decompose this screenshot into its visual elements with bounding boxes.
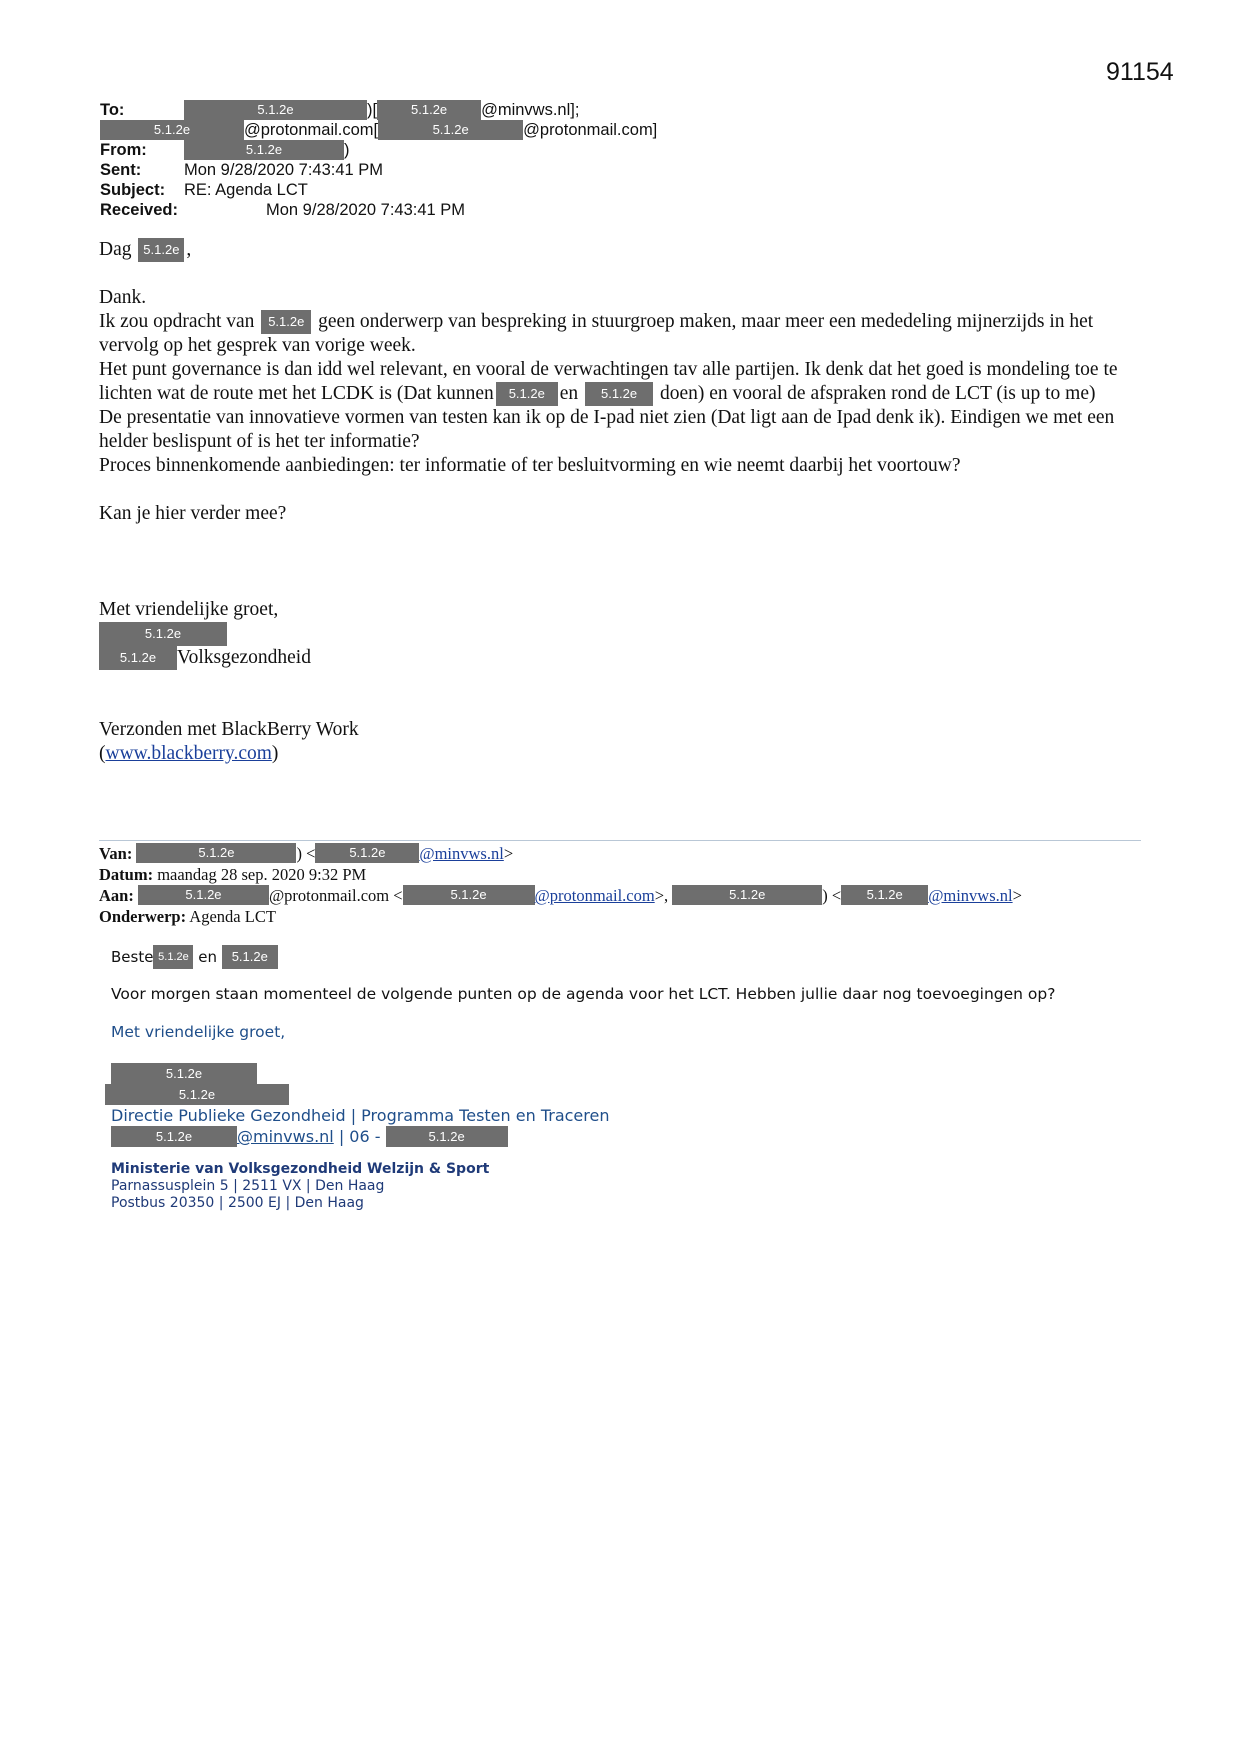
redaction: 5.1.2e <box>99 622 227 646</box>
forwarded-header <box>99 843 1022 927</box>
van-row <box>99 843 1022 864</box>
greeting-end: , <box>186 239 192 260</box>
signature-name <box>99 622 1149 646</box>
redaction: 5.1.2e <box>403 885 535 905</box>
p2-start: Het punt governance is dan idd wel relevant, en vooral de verwachtingen tav alle partijen. Ik denk dat het goed is mondeling toe te lichten wat de route met het LCDK is (Dat kunnen <box>99 359 1118 404</box>
inner-closing: Met vriendelijke groet, <box>111 1023 286 1041</box>
thanks: Dank. <box>99 287 147 308</box>
redaction: 5.1.2e <box>105 1084 289 1105</box>
p1-start: Ik zou opdracht van <box>99 311 255 332</box>
inner-email[interactable]: @minvws.nl <box>237 1127 334 1146</box>
redaction: 5.1.2e <box>111 1063 257 1084</box>
p1-end: geen onderwerp van bespreking in stuurgroep maken, maar meer een mededeling mijnerzijds in het vervolg op het gesprek van vorige week. <box>99 311 1094 356</box>
redaction: 5.1.2e <box>315 843 419 863</box>
received-row <box>100 200 657 220</box>
blackberry-link-line <box>99 742 1149 766</box>
van-mid: ) < <box>296 844 316 863</box>
sent-value: Mon 9/28/2020 7:43:41 PM <box>184 161 384 179</box>
redaction: 5.1.2e <box>585 382 653 406</box>
to-address: @protonmail.com[ <box>244 121 379 139</box>
address-1: Parnassusplein 5 | 2511 VX | Den Haag <box>111 1178 385 1194</box>
closing: Met vriendelijke groet, <box>99 599 279 620</box>
org-text: Volksgezondheid <box>177 647 311 668</box>
email-header <box>100 100 657 220</box>
datum-label: Datum: <box>99 865 154 884</box>
aan-row <box>99 885 1022 906</box>
signature-org <box>99 646 1149 670</box>
aan-addr1: @protonmail.com < <box>268 886 403 905</box>
redaction: 5.1.2e <box>222 945 278 969</box>
to-label: To: <box>100 101 125 119</box>
aan-email-1[interactable]: @protonmail.com <box>534 886 655 905</box>
from-row <box>100 140 657 160</box>
paragraph-1 <box>99 310 1149 358</box>
redaction: 5.1.2e <box>184 140 344 160</box>
aan-end: > <box>1012 886 1022 905</box>
datum-value: maandag 28 sep. 2020 9:32 PM <box>157 865 367 884</box>
redaction: 5.1.2e <box>377 100 481 120</box>
datum-row <box>99 864 1022 885</box>
subject-value: RE: Agenda LCT <box>184 181 308 199</box>
redaction: 5.1.2e <box>111 1126 237 1147</box>
received-value: Mon 9/28/2020 7:43:41 PM <box>266 201 466 219</box>
sent-row <box>100 160 657 180</box>
onderwerp-label: Onderwerp: <box>99 907 187 926</box>
paren-open: ( <box>99 743 106 764</box>
aan-mid: ) < <box>822 886 842 905</box>
agenda-text: Voor morgen staan momenteel de volgende punten op de agenda voor het LCT. Hebben jullie daar nog toevoegingen op? <box>111 985 1056 1003</box>
onderwerp-row <box>99 906 1022 927</box>
forwarded-message <box>111 945 1055 1212</box>
redaction: 5.1.2e <box>672 885 822 905</box>
redaction: 5.1.2e <box>138 238 184 262</box>
paragraph-3: De presentatie van innovatieve vormen van testen kan ik op de I-pad niet zien (Dat ligt aan de Ipad denk ik). Eindigen we met een helder beslispunt of is het ter informatie? <box>99 407 1115 452</box>
phone-prefix: | 06 - <box>338 1127 381 1146</box>
redaction: 5.1.2e <box>136 843 296 863</box>
to-address-end: @protonmail.com] <box>523 121 658 139</box>
address-2: Postbus 20350 | 2500 EJ | Den Haag <box>111 1195 364 1211</box>
onderwerp-value: Agenda LCT <box>189 907 276 926</box>
redaction: 5.1.2e <box>100 120 244 140</box>
redaction: 5.1.2e <box>153 945 193 969</box>
sent-with: Verzonden met BlackBerry Work <box>99 719 359 740</box>
redaction: 5.1.2e <box>99 646 177 670</box>
subject-label: Subject: <box>100 181 166 199</box>
to-row <box>100 100 657 120</box>
redaction: 5.1.2e <box>386 1126 508 1147</box>
redaction: 5.1.2e <box>378 120 523 140</box>
divider <box>99 840 1141 841</box>
to-row-2 <box>100 120 657 140</box>
van-end: > <box>503 844 514 863</box>
contact-line <box>111 1126 1055 1147</box>
en-text: en <box>198 948 217 966</box>
paragraph-2 <box>99 358 1149 406</box>
aan-email-2[interactable]: @minvws.nl <box>928 886 1013 905</box>
p2-end: doen) en vooral de afspraken rond de LCT (is up to me) <box>659 383 1096 404</box>
sent-label: Sent: <box>100 161 142 179</box>
beste-line <box>111 945 1055 969</box>
from-label: From: <box>100 141 147 159</box>
paragraph-4: Proces binnenkomende aanbiedingen: ter informatie of ter besluitvorming en wie neemt daarbij het voortouw? <box>99 455 961 476</box>
ministry-name: Ministerie van Volksgezondheid Welzijn & Sport <box>111 1161 490 1177</box>
received-label: Received: <box>100 201 178 219</box>
redaction: 5.1.2e <box>261 310 311 334</box>
redaction: 5.1.2e <box>184 100 367 120</box>
p2-en: en <box>559 383 579 404</box>
question: Kan je hier verder mee? <box>99 503 287 524</box>
ministry-block <box>111 1161 1055 1212</box>
directie: Directie Publieke Gezondheid | Programma Testen en Traceren <box>111 1106 610 1125</box>
redaction: 5.1.2e <box>496 382 558 406</box>
to-close: )[ <box>367 101 378 119</box>
from-end: ) <box>344 141 350 159</box>
subject-row <box>100 180 657 200</box>
to-domain: @minvws.nl]; <box>481 101 580 119</box>
beste-text: Beste <box>111 948 154 966</box>
aan-label: Aan: <box>99 886 134 905</box>
van-label: Van: <box>99 844 133 863</box>
redaction: 5.1.2e <box>138 885 269 905</box>
redaction: 5.1.2e <box>841 885 928 905</box>
blackberry-link[interactable]: www.blackberry.com <box>105 743 272 764</box>
aan-sep: >, <box>654 886 669 905</box>
inner-signature <box>111 1063 1055 1147</box>
paren-close: ) <box>271 743 279 764</box>
message-body <box>99 238 1149 766</box>
van-email[interactable]: @minvws.nl <box>419 844 504 863</box>
greeting-text: Dag <box>99 239 132 260</box>
greeting <box>99 238 1149 262</box>
document-number: 91154 <box>1106 58 1174 86</box>
